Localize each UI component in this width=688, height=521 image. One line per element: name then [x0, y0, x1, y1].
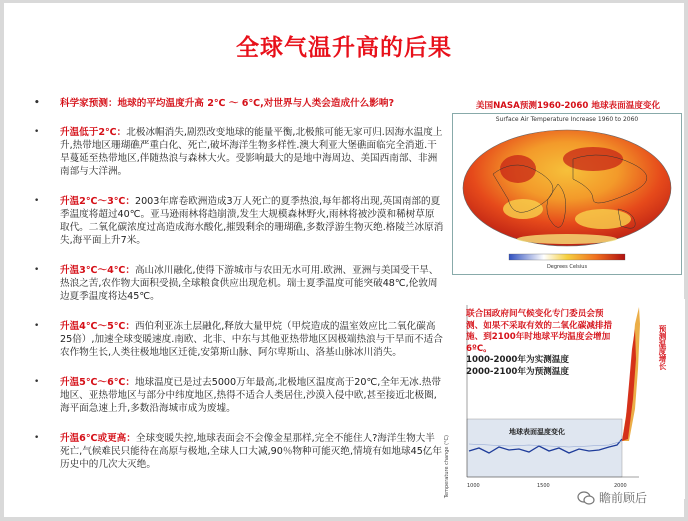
- world-map-icon: [453, 114, 681, 274]
- ipcc-line1: 1000-2000年为实测温度: [466, 355, 569, 365]
- watermark: [577, 489, 647, 506]
- bullet-dot: •: [34, 433, 40, 443]
- bullet-2c-3c: • 升温2℃～3℃：2003年席卷欧洲造成3万人死亡的夏季热浪,每年都将出现,英国南部的夏季温度将超过40℃。亚马逊雨林将趋崩溃,发生大规模森林野火,雨林将被沙漠和稀树草原取代。二氧化碳浓度过高造成海水酸化,摧毁剩余的珊瑚礁,多数浮游生物灭绝.格陵兰冰原消失,海平面上升7米。: [34, 196, 444, 246]
- bullet-6c-plus: • 升温6℃或更高：全球变暖失控,地球表面会不会像金星那样,完全不能住人?海洋生物大半死亡,气候难民只能待在高原与极地,全球人口大减,90％物种可能灭绝,情境有如地球45亿年历史中的几次大灭绝。: [34, 433, 442, 470]
- bullet-3c-4c: • 升温3℃～4℃：高山冰川融化,使得下游城市与农田无水可用.欧洲、亚洲与美国受干旱、热浪之苦,农作物大面积受损,全球粮食供应出现危机。瑞士夏季温度可能突破48℃,伦敦周边夏季温度将达45℃。: [34, 265, 439, 302]
- timeseries-label: 地球表面温度变化: [509, 428, 565, 436]
- bullet-dot: •: [34, 127, 40, 137]
- bullet-below-2c: • 升温低于2℃：北极冰帽消失,剧烈改变地球的能量平衡,北极熊可能无家可归.因海水温度上升,热带地区珊瑚礁严重白化、死亡,破坏海洋生物多样性.澳大利亚大堡礁面临完全消逝.干旱蔓延至热带地区,伴随热浪与森林大火。受影响最大的是地中海周边、美国西南部、非洲南部与大洋洲。: [34, 127, 443, 177]
- bullet-dot: •: [34, 265, 40, 275]
- ipcc-text: 联合国政府间气候变化专门委员会预测、如果不采取有效的二氧化碳减排措施、到2100年时地球平均温度会增加6ºC。: [466, 309, 613, 354]
- bullet-dot: •: [34, 196, 40, 206]
- bullet-4c-5c: • 升温4℃～5℃：西伯利亚冻土层融化,释放大量甲烷（甲烷造成的温室效应比二氧化碳高25倍）,加速全球变暖速度.南欧、北非、中东与其他亚热带地区因极端热浪与干旱而不适合农作物生长,人类往极地地区迁徙,安第斯山脉、阿尔卑斯山、洛基山脉冰川消失。: [34, 321, 443, 358]
- page-title: 全球气温升高的后果: [236, 35, 452, 61]
- bullet-list: [34, 97, 444, 471]
- xtick-1000: 1000: [467, 483, 480, 489]
- wechat-icon: [577, 491, 595, 505]
- bullet-5c-6c: • 升温5℃～6℃：地球温度已是过去5000万年最高,北极地区温度高于20℃,全年无冰.热带地区、亚热带地区与部分中纬度地区,热得不适合人类居住,沙漠入侵中欧,甚至接近北极圈,海平面急速上升,多数沿海城市成为废墟。: [34, 377, 441, 414]
- watermark-text: 瞻前顾后: [599, 491, 648, 505]
- timeseries-ylabel: Temperature change (°C): [444, 435, 450, 499]
- temperature-map: [452, 113, 682, 275]
- projection-label: 预测温度增长: [658, 325, 667, 370]
- xtick-2000: 2000: [614, 483, 627, 489]
- bullet-dot: •: [34, 321, 40, 331]
- map-caption: Surface Air Temperature Increase 1960 to 2060: [495, 116, 639, 123]
- bullet-dot: •: [34, 98, 40, 108]
- ipcc-note: [466, 309, 616, 378]
- bullet-dot: •: [34, 377, 40, 387]
- bullet-question: • 科学家预测：地球的平均温度升高 2℃ ～ 6℃,对世界与人类会造成什么影响?: [34, 98, 395, 109]
- map-title: 美国NASA预测1960-2060 地球表面温度变化: [475, 101, 661, 111]
- xtick-1500: 1500: [537, 483, 550, 489]
- ipcc-line2: 2000-2100年为预测温度: [466, 366, 569, 377]
- colorbar-label: Degrees Celsius: [546, 264, 588, 270]
- slide: [4, 3, 684, 517]
